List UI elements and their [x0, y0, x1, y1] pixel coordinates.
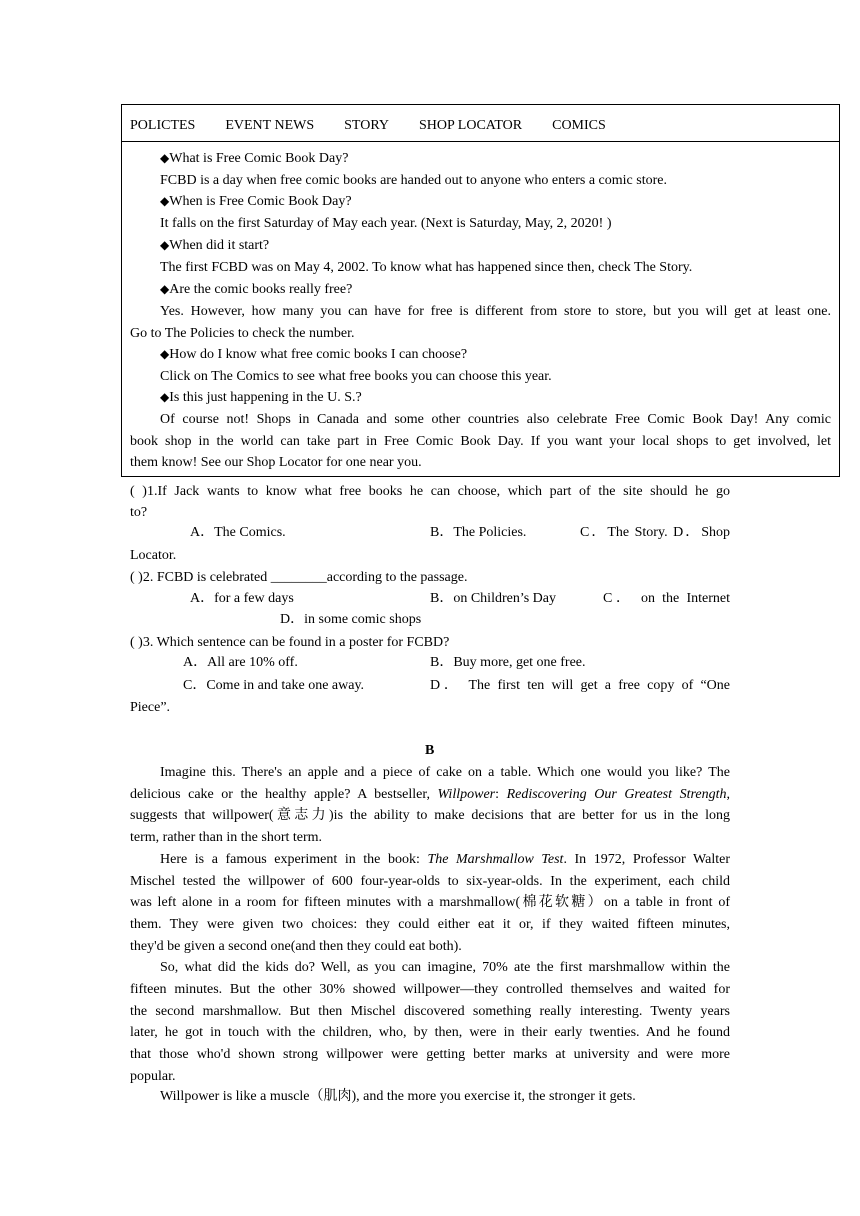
question-3-option-c: C．Come in and take one away. [183, 678, 365, 693]
passage-b-p2-line-5: they'd be given a second one(and then they could eat both). [130, 939, 462, 954]
question-1-option-a: A．The Comics. [190, 525, 286, 540]
passage-b-p2-line-4: them. They were given two choices: they could either eat it or, if they waited fifteen minutes, [130, 917, 730, 932]
experiment-title: The Marshmallow Test [427, 852, 564, 867]
section-heading-b: B [425, 743, 435, 758]
passage-b-p4-line-1: Willpower is like a muscle（肌肉), and the more you exercise it, the stronger it gets. [160, 1089, 636, 1104]
faq-answer-5: Click on The Comics to see what free books you can choose this year. [160, 369, 552, 384]
passage-b-p2-line-2: Mischel tested the willpower of 600 four-year-olds to six-year-olds. In the experiment, each child [130, 874, 730, 889]
book-title: Willpower [437, 787, 496, 802]
faq-answer-6-line-3: them know! See our Shop Locator for one near you. [130, 455, 422, 470]
nav-story[interactable]: STORY [344, 118, 390, 133]
faq-question-6: ◆Is this just happening in the U. S.? [160, 390, 362, 405]
passage-b-p1-line-1: Imagine this. There's an apple and a piece of cake on a table. Which one would you like? The [160, 765, 730, 780]
nav-policies[interactable]: POLICTES [130, 118, 196, 133]
diamond-icon: ◆ [160, 238, 170, 252]
faq-question-1: ◆What is Free Comic Book Day? [160, 151, 349, 166]
passage-b-p3-line-3: the second marshmallow. But then Mischel discovered something really interesting. Twenty years [130, 1004, 730, 1019]
passage-b-p3-line-1: So, what did the kids do? Well, as you can imagine, 70% ate the first marshmallow within the [160, 960, 730, 975]
faq-answer-3: The first FCBD was on May 4, 2002. To know what has happened since then, check The Story. [160, 260, 693, 275]
faq-question-4: ◆Are the comic books really free? [160, 282, 353, 297]
question-3-option-a: A．All are 10% off. [183, 655, 298, 670]
nav-event-news[interactable]: EVENT NEWS [225, 118, 315, 133]
diamond-icon: ◆ [160, 194, 170, 208]
question-2-option-a: A．for a few days [190, 591, 294, 606]
passage-b-p3-line-6: popular. [130, 1069, 176, 1084]
passage-b-p2-line-3: was left alone in a room for fifteen minutes with a marshmallow(棉花软糖）on a table in front of [130, 895, 730, 910]
passage-b-p2-line-1: Here is a famous experiment in the book: The Marshmallow Test. In 1972, Professor Walter [160, 852, 730, 867]
faq-question-2: ◆When is Free Comic Book Day? [160, 194, 352, 209]
question-3-option-d-cont: Piece”. [130, 700, 171, 715]
question-2-option-d: D．in some comic shops [280, 612, 422, 627]
question-1-option-d-cont: Locator. [130, 548, 177, 563]
question-2: ( )2. FCBD is celebrated ________according to the passage. [130, 570, 468, 585]
passage-b-p3-line-5: that those who'd shown strong willpower were getting better marks at university and were more [130, 1047, 730, 1062]
site-nav [122, 105, 839, 142]
question-2-option-b: B．on Children’s Day [430, 591, 556, 606]
nav-shop-locator[interactable]: SHOP LOCATOR [419, 118, 523, 133]
passage-b-p3-line-2: fifteen minutes. But the other 30% showed willpower—they controlled themselves and waited for [130, 982, 730, 997]
faq-answer-4-line-2: Go to The Policies to check the number. [130, 326, 355, 341]
faq-question-3: ◆When did it start? [160, 238, 270, 253]
passage-b-p3-line-4: later, he got in touch with the children, who, by then, were in their early twenties. And he found [130, 1025, 730, 1040]
faq-answer-2: It falls on the first Saturday of May each year. (Next is Saturday, May, 2, 2020! ) [160, 216, 612, 231]
faq-answer-6-line-2: book shop in the world can take part in Free Comic Book Day. If you want your local shops to get involved, let [130, 434, 831, 449]
diamond-icon: ◆ [160, 347, 170, 361]
question-1: ( )1.If Jack wants to know what free books he can choose, which part of the site should he go [130, 484, 730, 499]
passage-b-p1-line-3: suggests that willpower(意志力)is the ability to make decisions that are better for us in the long [130, 808, 730, 823]
diamond-icon: ◆ [160, 282, 170, 296]
faq-answer-1: FCBD is a day when free comic books are handed out to anyone who enters a comic store. [160, 173, 667, 188]
question-3-option-b: B．Buy more, get one free. [430, 655, 586, 670]
diamond-icon: ◆ [160, 151, 170, 165]
faq-answer-6-line-1: Of course not! Shops in Canada and some other countries also celebrate Free Comic Book Day! Any comic [160, 412, 831, 427]
passage-b-p1-line-4: term, rather than in the short term. [130, 830, 323, 845]
diamond-icon: ◆ [160, 390, 170, 404]
faq-question-5: ◆How do I know what free comic books I can choose? [160, 347, 468, 362]
nav-comics[interactable]: COMICS [552, 118, 606, 133]
question-1-option-b: B．The Policies. [430, 525, 527, 540]
faq-answer-4-line-1: Yes. However, how many you can have for free is different from store to store, but you will get at least one. [160, 304, 831, 319]
book-subtitle: Rediscovering Our Greatest Strength [506, 787, 727, 802]
question-3-option-d: D． The first ten will get a free copy of “One [430, 678, 730, 693]
question-3: ( )3. Which sentence can be found in a poster for FCBD? [130, 635, 450, 650]
question-1-option-cd: C．The Story. D．Shop [580, 525, 730, 540]
passage-b-p1-line-2: delicious cake or the healthy apple? A bestseller, Willpower: Rediscovering Our Greatest Strength, [130, 787, 730, 802]
question-2-option-c: C． on the Internet [603, 591, 730, 606]
question-1-line-2: to? [130, 505, 148, 520]
